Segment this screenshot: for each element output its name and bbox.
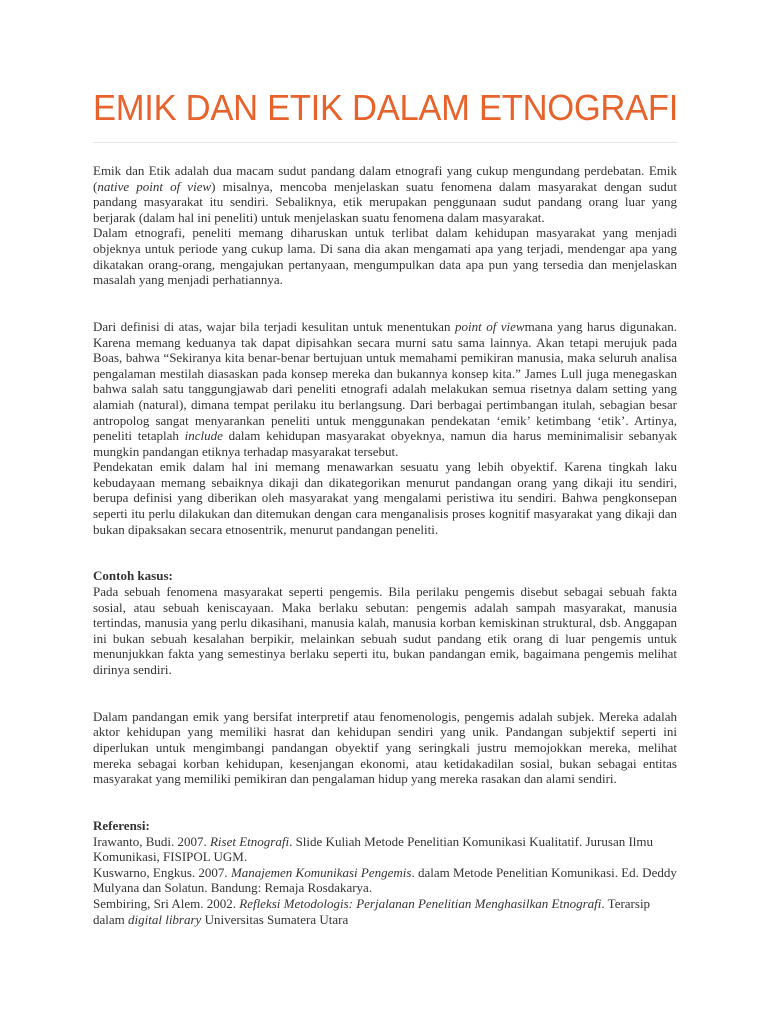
title-divider [93,142,677,143]
references-heading: Referensi: [93,817,150,833]
paragraph-point-of-view: Dari definisi di atas, wajar bila terjadi kesulitan untuk menentukan point of viewmana yang harus digunakan. Karena memang keduanya tak dapat dipisahkan secara murni satu sama lainnya. Akan tetapi merujuk pada Boas, bahwa “Sekiranya kita benar-benar bertujuan untuk memahami pemikiran manusia, maka seluruh analisa pengalaman mestilah diasaskan pada konsep mereka dan bukannya konsep kita.” James Lull juga menegaskan bahwa salah satu tanggungjawab dari peneliti etnografi adalah melakukan semua risetnya dalam setting yang alamiah (natural), dimana tempat perilaku itu berlangsung. Dari berbagai pertimbangan itulah, sebagian besar antropolog sangat menyarankan peneliti untuk menggunakan pendekatan ‘emik’ ketimbang ‘etik’. Artinya, peneliti tetaplah include dalam kehidupan masyarakat obyeknya, namun dia harus meminimalisir sebanyak mungkin pandangan etiknya terhadap masyarakat tersebut. [93,318,677,459]
spacer [93,553,677,569]
spacer [93,787,677,803]
document-title: EMIK DAN ETIK DALAM ETNOGRAFI [93,87,679,128]
spacer [93,678,677,694]
reference-item: Irawanto, Budi. 2007. Riset Etnografi. Slide Kuliah Metode Penelitian Komunikasi Kualitatif. Jurusan Ilmu Komunikasi, FISIPOL UGM. [93,833,654,865]
case-heading: Contoh kasus: [93,568,173,584]
references-section [93,818,677,927]
spacer [93,802,677,818]
spacer [93,288,677,304]
paragraph-case-beggar: Pada sebuah fenomena masyarakat seperti pengemis. Bila perilaku pengemis disebut sebagai sebuah fakta sosial, atau sebuah keniscayaan. Maka berlaku sebutan: pengemis adalah sampah masyarakat, manusia tertindas, manusia yang perlu dikasihani, manusia kalah, manusia korban kemiskinan struktural, dsb. Anggapan ini bukan sebuah kesalahan berpikir, melainkan sebuah sudut pandang etik orang di luar pengemis untuk menunjukkan fakta yang semestinya berlaku seperti itu, bukan pandangan emik, bagaimana pengemis melihat dirinya sendiri. [93,584,677,677]
paragraph-emic-approach: Pendekatan emik dalam hal ini memang menawarkan sesuatu yang lebih obyektif. Karena tingkah laku kebudayaan memang sebaiknya dikaji dan dikategorikan menurut pandangan orang yang dikaji itu sendiri, berupa definisi yang diberikan oleh masyarakat yang mengalami peristiwa itu sendiri. Bahwa pengkonsepan seperti itu perlu dilakukan dan ditemukan dengan cara menganalisis proses kognitif masyarakat yang dikaji dan bukan dipaksakan secara etnosentrik, menurut pandangan peneliti. [93,459,677,537]
reference-item: Sembiring, Sri Alem. 2002. Refleksi Metodologis: Perjalanan Penelitian Menghasilkan Etnografi. Terarsip dalam digital library Universitas Sumatera Utara [93,895,651,927]
reference-item: Kuswarno, Engkus. 2007. Manajemen Komunikasi Pengemis. dalam Metode Penelitian Komunikasi. Ed. Deddy Mulyana dan Solatun. Bandung: Remaja Rosdakarya. [93,864,677,896]
native-point-of-view-term: native point of view [97,178,212,194]
paragraph-emik-etik-definition: Emik dan Etik adalah dua macam sudut pandang dalam etnografi yang cukup mengundang perdebatan. Emik (native point of view) misalnya, mencoba menjelaskan suatu fenomena dalam masyarakat dengan sudut pandang masyarakat itu sendiri. Sebaliknya, etik merupakan penggunaan sudut pandang orang luar yang berjarak (dalam hal ini peneliti) untuk menjelaskan suatu fenomena dalam masyarakat. [93,163,677,225]
paragraph-emic-view-beggar: Dalam pandangan emik yang bersifat interpretif atau fenomenologis, pengemis adalah subjek. Mereka adalah aktor kehidupan yang memiliki hasrat dan kehidupan sendiri yang unik. Pandangan subjektif seperti ini diperlukan untuk mengimbangi pandangan obyektif yang seringkali justru memojokkan mereka, melihat mereka sebagai korban kehidupan, kesenjangan ekonomi, atau ketidakadilan sosial, bukan sebagai entitas masyarakat yang memiliki pemikiran dan pengalaman hidup yang mereka rasakan dan alami sendiri. [93,708,677,787]
spacer [93,537,677,553]
spacer [93,693,677,709]
paragraph-ethnography-involvement: Dalam etnografi, peneliti memang diharuskan untuk terlibat dalam kehidupan masyarakat yang menjadi objeknya untuk periode yang cukup lama. Di sana dia akan mengamati apa yang terjadi, mendengar apa yang dikatakan orang-orang, mengajukan pertanyaan, mengumpulkan data apa pun yang tersedia dan menjelaskan masalah yang menjadi perhatiannya. [93,225,677,288]
spacer [93,303,677,319]
document-body [93,163,677,927]
